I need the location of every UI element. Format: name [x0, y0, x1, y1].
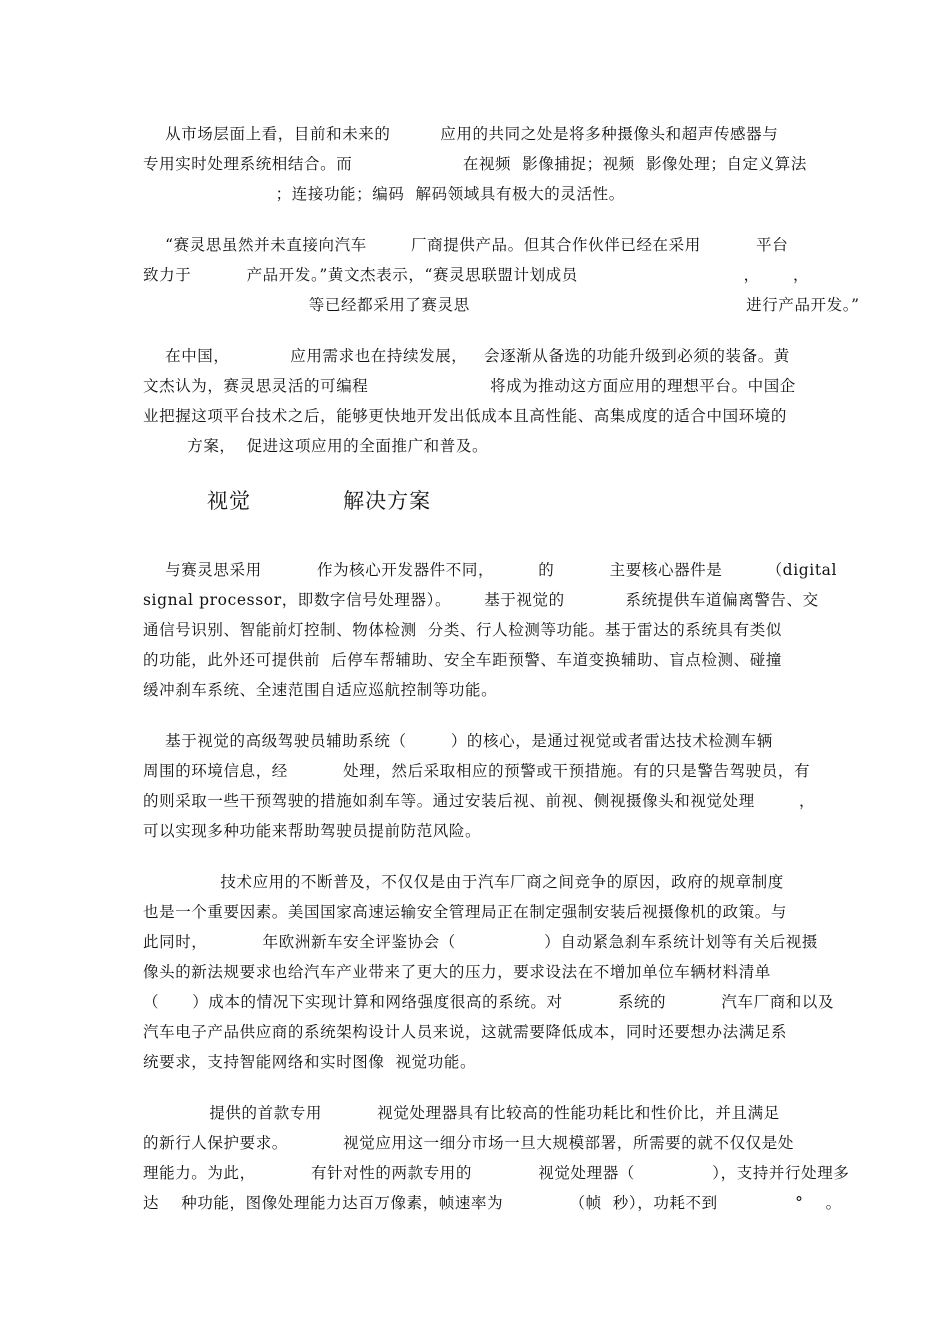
paragraph-line: 的新行人保护要求。 视觉应用这一细分市场一旦大规模部署，所需要的就不仅仅是处	[143, 1134, 794, 1152]
paragraph-line: 与赛灵思采用 作为核心开发器件不同， 的 主要核心器件是 （digital	[143, 561, 838, 579]
paragraph-line: 基于视觉的高级驾驶员辅助系统（ ）的核心，是通过视觉或者雷达技术检测车辆	[143, 732, 773, 750]
paragraph-line: 等已经都采用了赛灵思 进行产品开发。”	[143, 296, 860, 314]
paragraph-line: 从市场层面上看，目前和未来的 应用的共同之处是将多种摄像头和超声传感器与	[143, 125, 779, 143]
paragraph-line: signal processor，即数字信号处理器）。 基于视觉的 系统提供车道偏离警告、交	[143, 591, 819, 609]
paragraph-line: 统要求，支持智能网络和实时图像 视觉功能。	[143, 1053, 477, 1071]
paragraph-line: “赛灵思虽然并未直接向汽车 厂商提供产品。但其合作伙伴已经在采用 平台	[143, 236, 789, 254]
paragraph-line: 方案， 促进这项应用的全面推广和普及。	[143, 437, 489, 455]
paragraph-line: 汽车电子产品供应商的系统架构设计人员来说，这就需要降低成本，同时还要想办法满足系	[143, 1023, 788, 1041]
paragraph-line: 业把握这项平台技术之后，能够更快地开发出低成本且高性能、高集成度的适合中国环境的	[143, 407, 788, 425]
paragraph-line: 在中国， 应用需求也在持续发展， 会逐渐从备选的功能升级到必须的装备。黄	[143, 347, 790, 365]
paragraph-line: 缓冲刹车系统、全速范围自适应巡航控制等功能。	[143, 681, 498, 699]
section-heading: 视觉 解决方案	[207, 489, 432, 513]
paragraph-line: 达 种功能，图像处理能力达百万像素，帧速率为 （帧 秒），功耗不到 ° 。	[143, 1194, 842, 1212]
paragraph-line: 的则采取一些干预驾驶的措施如刹车等。通过安装后视、前视、侧视摄像头和视觉处理 ，	[143, 792, 816, 810]
paragraph-line: 通信号识别、智能前灯控制、物体检测 分类、行人检测等功能。基于雷达的系统具有类似	[143, 621, 782, 639]
paragraph-line: 致力于 产品开发。”黄文杰表示，“赛灵思联盟计划成员 ， ，	[143, 266, 810, 284]
paragraph-line: 此同时， 年欧洲新车安全评鉴协会（ ）自动紧急刹车系统计划等有关后视摄	[143, 933, 819, 951]
paragraph-line: 的功能，此外还可提供前 后停车帮辅助、安全车距预警、车道变换辅助、盲点检测、碰撞	[143, 651, 782, 669]
paragraph-line: ；连接功能；编码 解码领域具有极大的灵活性。	[143, 185, 625, 203]
paragraph-line: 专用实时处理系统相结合。而 在视频 影像捕捉；视频 影像处理；自定义算法	[143, 155, 807, 173]
paragraph-line: （ ）成本的情况下实现计算和网络强度很高的系统。对 系统的 汽车厂商和以及	[143, 993, 835, 1011]
paragraph-line: 理能力。为此， 有针对性的两款专用的 视觉处理器（ ），支持并行处理多	[143, 1164, 850, 1182]
paragraph-line: 也是一个重要因素。美国国家高速运输安全管理局正在制定强制安装后视摄像机的政策。与	[143, 903, 788, 921]
paragraph-line: 文杰认为，赛灵思灵活的可编程 将成为推动这方面应用的理想平台。中国企	[143, 377, 796, 395]
paragraph-line: 周围的环境信息，经 处理，然后采取相应的预警或干预措施。有的只是警告驾驶员，有	[143, 762, 811, 780]
paragraph-line: 技术应用的不断普及，不仅仅是由于汽车厂商之间竞争的原因，政府的规章制度	[143, 873, 784, 891]
paragraph-line: 像头的新法规要求也给汽车产业带来了更大的压力，要求设法在不增加单位车辆材料清单	[143, 963, 771, 981]
paragraph-line: 提供的首款专用 视觉处理器具有比较高的性能功耗比和性价比，并且满足	[143, 1104, 780, 1122]
paragraph-line: 可以实现多种功能来帮助驾驶员提前防范风险。	[143, 822, 482, 840]
